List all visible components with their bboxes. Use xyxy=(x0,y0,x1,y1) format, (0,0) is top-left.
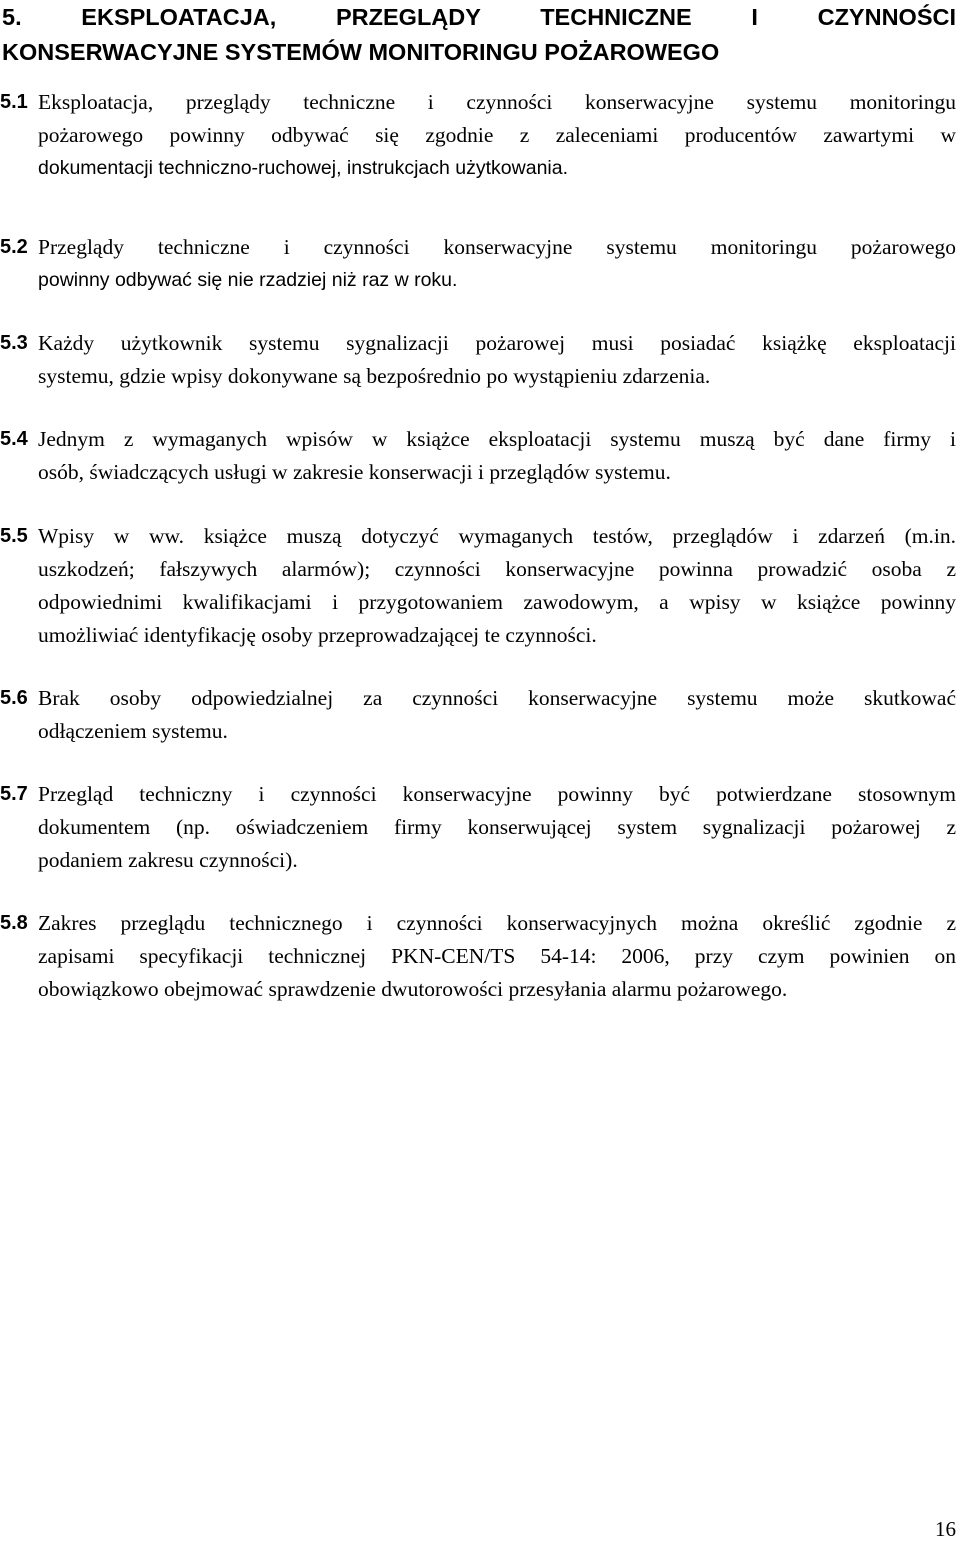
paragraph-line: dokumentem (np. oświadczeniem firmy konserwującej system sygnalizacji pożarowej z xyxy=(38,815,956,839)
paragraph-5-8 xyxy=(0,907,956,1006)
paragraph-5-1 xyxy=(0,86,956,185)
paragraph-line: Przeglądy techniczne i czynności konserwacyjne systemu monitoringu pożarowego xyxy=(38,235,956,259)
paragraph-number: 5.8 xyxy=(0,912,28,934)
paragraph-number: 5.7 xyxy=(0,783,28,805)
paragraph-5-3 xyxy=(0,327,956,393)
section-heading xyxy=(2,0,956,70)
paragraph-number: 5.2 xyxy=(0,236,28,258)
paragraph-line: Przegląd techniczny i czynności konserwacyjne powinny być potwierdzane stosownym xyxy=(38,782,956,806)
paragraph-5-5 xyxy=(0,520,956,652)
paragraph-line: odpowiednimi kwalifikacjami i przygotowaniem zawodowym, a wpisy w książce powinny xyxy=(38,590,956,614)
paragraph-line: dokumentacji techniczno-ruchowej, instrukcjach użytkowania. xyxy=(38,157,569,179)
paragraph-line: Jednym z wymaganych wpisów w książce eksploatacji systemu muszą być dane firmy i xyxy=(38,427,956,451)
heading-line-1: 5. EKSPLOATACJA, PRZEGLĄDY TECHNICZNE I CZYNNOŚCI xyxy=(2,4,956,30)
paragraph-line: uszkodzeń; fałszywych alarmów); czynności konserwacyjne powinna prowadzić osoba z xyxy=(38,557,956,581)
paragraph-line: Brak osoby odpowiedzialnej za czynności konserwacyjne systemu może skutkować xyxy=(38,686,956,710)
paragraph-5-2 xyxy=(0,231,956,297)
paragraph-line: umożliwiać identyfikację osoby przeprowadzającej te czynności. xyxy=(38,623,597,647)
paragraph-line: podaniem zakresu czynności). xyxy=(38,848,298,872)
paragraph-number: 5.5 xyxy=(0,525,28,547)
paragraph-line: osób, świadczących usługi w zakresie konserwacji i przeglądów systemu. xyxy=(38,460,671,484)
paragraph-line: Wpisy w ww. książce muszą dotyczyć wymaganych testów, przeglądów i zdarzeń (m.in. xyxy=(38,524,956,548)
paragraph-line: obowiązkowo obejmować sprawdzenie dwutorowości przesyłania alarmu pożarowego. xyxy=(38,977,788,1001)
paragraph-line: Eksploatacja, przeglądy techniczne i czynności konserwacyjne systemu monitoringu xyxy=(38,90,956,114)
paragraph-number: 5.3 xyxy=(0,332,28,354)
paragraph-line: systemu, gdzie wpisy dokonywane są bezpośrednio po wystąpieniu zdarzenia. xyxy=(38,364,711,388)
paragraph-line: zapisami specyfikacji technicznej PKN-CEN/TS 54-14: 2006, przy czym powinien on xyxy=(38,944,956,968)
paragraph-line: Zakres przeglądu technicznego i czynności konserwacyjnych można określić zgodnie z xyxy=(38,911,956,935)
paragraph-number: 5.1 xyxy=(0,91,28,113)
paragraph-line: Każdy użytkownik systemu sygnalizacji pożarowej musi posiadać książkę eksploatacji xyxy=(38,331,956,355)
paragraph-line: powinny odbywać się nie rzadziej niż raz w roku. xyxy=(38,269,458,291)
paragraph-5-7 xyxy=(0,778,956,877)
paragraph-number: 5.4 xyxy=(0,428,28,450)
paragraph-5-6 xyxy=(0,682,956,748)
paragraph-line: odłączeniem systemu. xyxy=(38,719,228,743)
heading-line-2: KONSERWACYJNE SYSTEMÓW MONITORINGU POŻAROWEGO xyxy=(2,39,720,65)
paragraph-5-4 xyxy=(0,423,956,489)
page-number: 16 xyxy=(935,1517,956,1541)
paragraph-line: pożarowego powinny odbywać się zgodnie z zaleceniami producentów zawartymi w xyxy=(38,123,956,147)
paragraph-number: 5.6 xyxy=(0,687,28,709)
